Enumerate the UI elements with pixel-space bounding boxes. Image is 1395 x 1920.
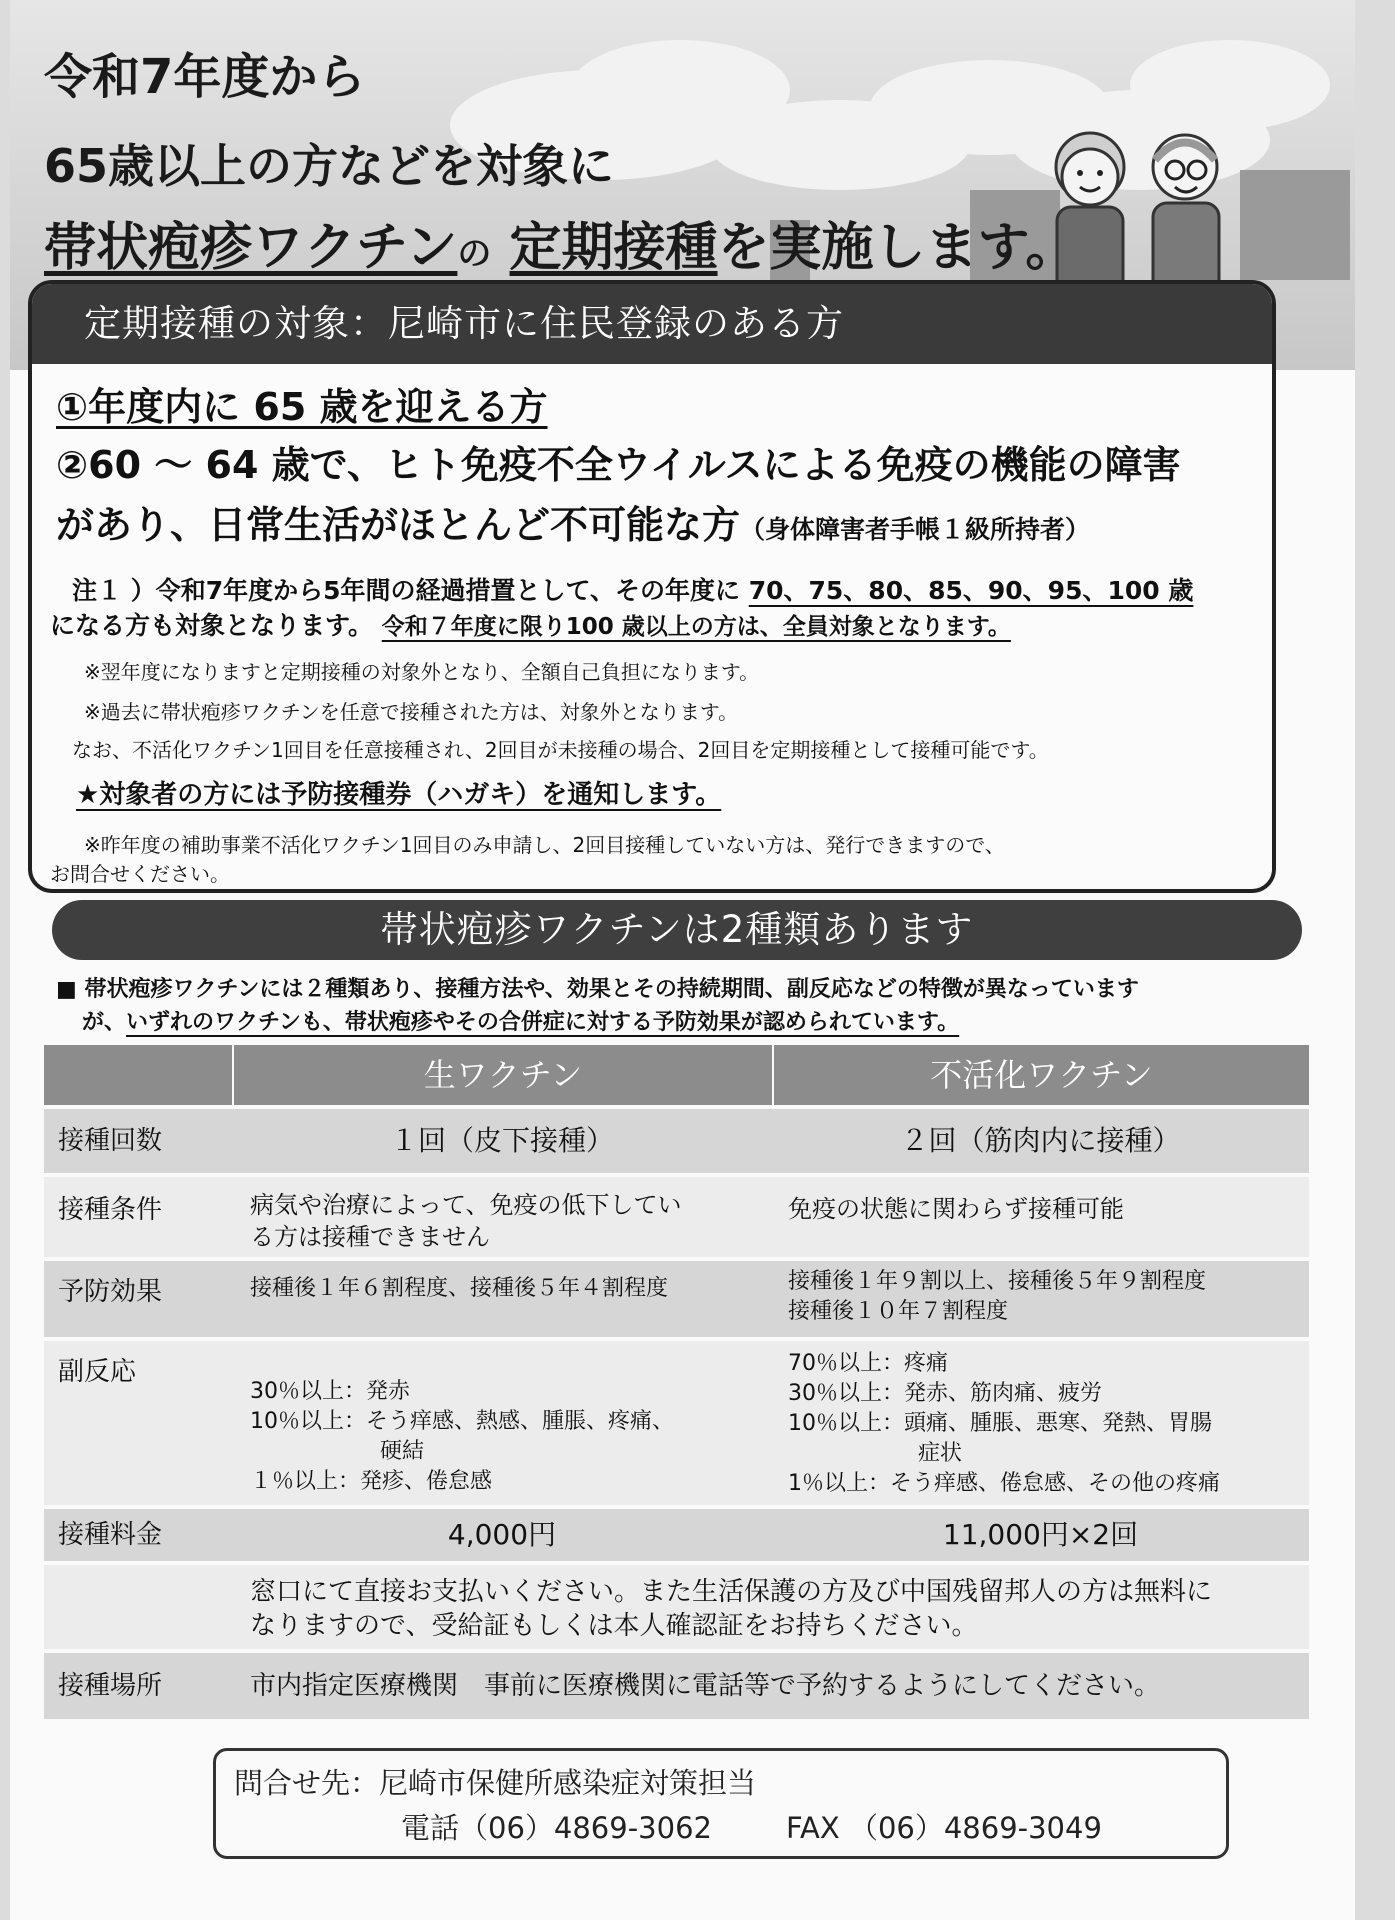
target-item2-text: があり、日常生活がほとんど不可能な方 — [56, 503, 741, 547]
headline-no: の — [457, 234, 492, 274]
payment-line1: 窓口にて直接お支払いください。また生活保護の方及び中国残留邦人の方は無料に — [250, 1577, 1213, 1607]
row-label: 予防効果 — [58, 1277, 163, 1307]
headline-line2: 65歳以上の方などを対象に — [44, 139, 615, 193]
cell-inact: ２回（筋肉内に接種） — [900, 1124, 1181, 1157]
payment-line2: なりますので、受給証もしくは本人確認証をお持ちください。 — [250, 1611, 978, 1641]
note1-line2 — [50, 606, 1011, 642]
headline-line1: 令和7年度から — [44, 49, 366, 105]
row-label: 接種回数 — [58, 1126, 163, 1156]
contact-fax: FAX （06）4869-3049 — [786, 1811, 1102, 1845]
note1-line1 — [72, 571, 1193, 607]
flyer-page — [10, 0, 1355, 1920]
notice: ★対象者の方には予防接種券（ハガキ）を通知します。 — [76, 780, 722, 810]
side-effect-line: 症状 — [918, 1441, 963, 1466]
col-live: 生ワクチン — [232, 1045, 772, 1105]
target-item2-line2 — [56, 494, 1090, 549]
intro-ga: が、 — [82, 1010, 127, 1035]
table-header — [44, 1045, 1309, 1105]
contact-box — [213, 1748, 1229, 1859]
cell-inact — [772, 1349, 1309, 1499]
cell-inact-line1: 接種後１年９割以上、接種後５年９割程度 — [788, 1269, 1207, 1294]
side-effect-line: 30％以上：発赤、筋肉痛、疲労 — [788, 1381, 1102, 1406]
row-label: 接種場所 — [58, 1671, 163, 1701]
target-item2-line1: ②60 ～ 64 歳で、ヒト免疫不全ウイルスによる免疫の機能の障害 — [56, 443, 1181, 487]
cell-live: １回（皮下接種） — [389, 1124, 614, 1157]
cell-live — [232, 1189, 772, 1253]
table-row — [44, 1565, 1309, 1649]
headline-regular: 定期接種 — [509, 218, 718, 278]
fee-inact: 11,000円×2回 — [942, 1518, 1139, 1551]
vaccines-heading: 帯状疱疹ワクチンは2種類あります — [52, 900, 1302, 960]
side-effect-line: 10％以上：そう痒感、熱感、腫脹、疼痛、 — [250, 1409, 674, 1434]
note5-line2: お問合せください。 — [50, 862, 230, 886]
side-effect-line: 70％以上：疼痛 — [788, 1351, 948, 1376]
side-effect-line: 30％以上：発赤 — [250, 1379, 410, 1404]
cell-live: 接種後１年６割程度、接種後５年４割程度 — [250, 1276, 669, 1301]
row-label: 接種条件 — [58, 1195, 163, 1225]
payment-note — [232, 1575, 1309, 1643]
target-box — [28, 280, 1276, 893]
row-label: 副反応 — [58, 1357, 137, 1387]
table-row — [44, 1261, 1309, 1337]
vaccines-intro-line2 — [82, 1005, 959, 1036]
side-effect-line: 硬結 — [380, 1439, 425, 1464]
contact-tel: 電話（06）4869-3062 — [401, 1811, 712, 1845]
table-row — [44, 1177, 1309, 1257]
note1-text: 注１ ）令和7年度から5年間の経過措置として、その年度に — [72, 576, 740, 605]
fee-live: 4,000円 — [447, 1518, 557, 1551]
target-item1: ①年度内に 65 歳を迎える方 — [56, 385, 548, 429]
target-heading: 定期接種の対象：尼崎市に住民登録のある方 — [32, 284, 1272, 364]
table-row — [44, 1509, 1309, 1561]
vaccines-intro-line1: ■ 帯状疱疹ワクチンには２種類あり、接種方法や、効果とその持続期間、副反応などの特徴が異なっています — [56, 977, 1139, 1002]
side-effect-line: 1％以上：そう痒感、倦怠感、その他の疼痛 — [788, 1471, 1220, 1496]
cell-live-line2: る方は接種できません — [250, 1223, 490, 1251]
headline-line3 — [44, 205, 1077, 280]
note1-ages: 70、75、80、85、90、95、100 歳 — [748, 576, 1194, 605]
cell-inact — [772, 1267, 1309, 1327]
col-inactivated: 不活化ワクチン — [772, 1045, 1309, 1105]
table-row — [44, 1341, 1309, 1505]
target-item2-note: （身体障害者手帳１級所持者） — [740, 515, 1091, 544]
note3: ※過去に帯状疱疹ワクチンを任意で接種された方は、対象外となります。 — [84, 700, 739, 724]
note5-line1: ※昨年度の補助事業不活化ワクチン1回目のみ申請し、2回目接種していない方は、発行できますので、 — [84, 833, 1005, 857]
table-row — [44, 1109, 1309, 1173]
note1-c: 令和７年度に限り100 歳以上の方は、全員対象となります。 — [381, 614, 1011, 640]
row-label: 接種料金 — [58, 1520, 163, 1550]
note2: ※翌年度になりますと定期接種の対象外となり、全額自己負担になります。 — [84, 660, 760, 684]
side-effect-line: 10％以上：頭痛、腫脹、悪寒、発熱、胃腸 — [788, 1411, 1212, 1436]
cell-inact: 免疫の状態に関わらず接種可能 — [788, 1195, 1124, 1223]
side-effect-line: １％以上：発疹、倦怠感 — [250, 1469, 493, 1494]
cell-live — [232, 1377, 772, 1497]
intro-effect: いずれのワクチンも、帯状疱疹やその合併症に対する予防効果が認められています。 — [126, 1010, 960, 1035]
cell-inact-line2: 接種後１０年７割程度 — [788, 1299, 1009, 1324]
cell-live-line1: 病気や治療によって、免疫の低下してい — [250, 1191, 682, 1219]
table-row — [44, 1653, 1309, 1719]
note4: なお、不活化ワクチン1回目を任意接種され、2回目が未接種の場合、2回目を定期接種として接種可能です。 — [72, 738, 1049, 762]
headline-vaccine: 帯状疱疹ワクチン — [44, 218, 458, 278]
place-text: 市内指定医療機関 事前に医療機関に電話等で予約するようにしてください。 — [250, 1671, 1161, 1701]
note1-b: になる方も対象となります。 — [50, 611, 374, 640]
headline-implement: を実施します。 — [717, 218, 1078, 278]
contact-label: 問合せ先：尼崎市保健所感染症対策担当 — [234, 1766, 757, 1800]
